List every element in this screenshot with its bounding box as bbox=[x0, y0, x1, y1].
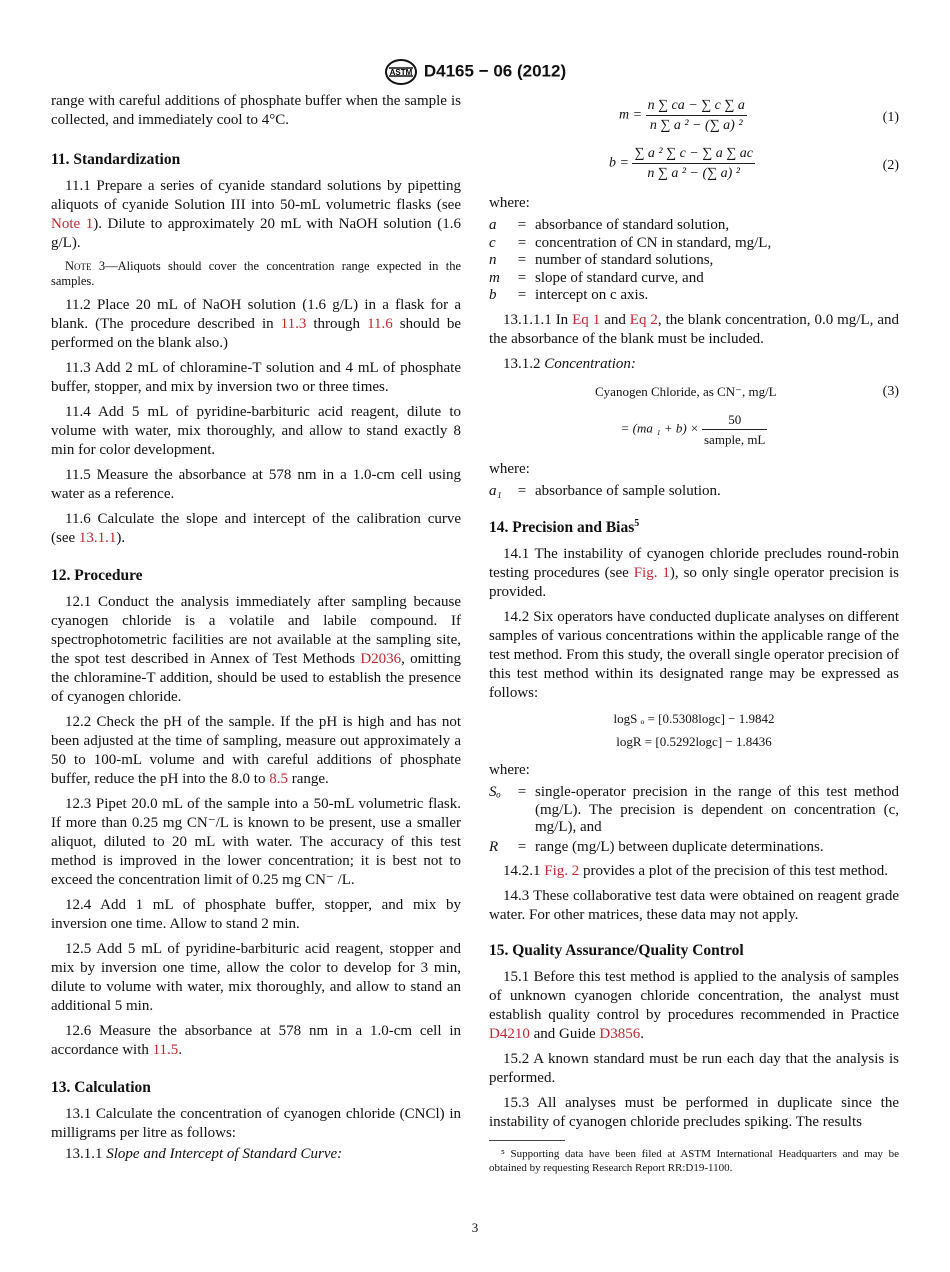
definition-row: c = concentration of CN in standard, mg/L, bbox=[489, 234, 772, 251]
paragraph-11-3: 11.3 Add 2 mL of chloramine-T solution and 4 mL of phosphate buffer, stopper, and mix by inversion two or three times. bbox=[51, 360, 461, 395]
paragraph-14-2: 14.2 Six operators have conducted duplicate analyses on different samples of various concentrations within the applicable range of the test method. From this study, the overall single operator precision of this test method within its designated range may be expressed as follows: bbox=[489, 609, 899, 702]
definition-row: Sₒ = single-operator precision in the range of this test method (mg/L). The precision is dependent on concentration (c, mg/L), and bbox=[489, 784, 899, 836]
paragraph-12-2: 12.2 Check the pH of the sample. If the pH is high and has not been adjusted at the time of sampling, measure out approximately a 50 to 100-mL volume and with careful additions of phosphate buffer, reduce the pH into the 8.0 to 8.5 range. bbox=[51, 714, 461, 787]
equation-2: b = $\frac{\text{∑ a ² ∑ c − ∑ a ∑ ac}}{\text{n ∑ a ² − (∑ a) ²}}$ (2) bbox=[609, 146, 899, 181]
link-eq-1[interactable]: Eq 1 bbox=[572, 311, 601, 328]
definition-row: m = slope of standard curve, and bbox=[489, 269, 704, 286]
paragraph-11-1: 11.1 Prepare a series of cyanide standard solutions by pipetting aliquots of cyanide Solution III into 50-mL volumetric flasks (see Note 1). Dilute to approximately 20 mL with NaOH solution (1.6 g/L). bbox=[51, 178, 461, 251]
document-title: D4165 − 06 (2012) bbox=[423, 61, 567, 81]
left-column bbox=[51, 92, 461, 1170]
link-d3856[interactable]: D3856 bbox=[599, 1026, 641, 1043]
paragraph-14-2-1: 14.2.1 Fig. 2 provides a plot of the precision of this test method. bbox=[503, 863, 888, 880]
paragraph-12-5: 12.5 Add 5 mL of pyridine-barbituric acid reagent, stopper and mix by inversion one time, allow the color to develop for 3 min, dilute to volume with water, mix thoroughly, and allow to stand an additional 5 min. bbox=[51, 941, 461, 1014]
link-13-1-1[interactable]: 13.1.1 bbox=[78, 530, 117, 546]
link-11-5[interactable]: 11.5 bbox=[152, 1042, 179, 1058]
right-column bbox=[489, 92, 899, 1181]
paragraph-15-2: 15.2 A known standard must be run each day that the analysis is performed. bbox=[489, 1051, 899, 1087]
link-11-6[interactable]: 11.6 bbox=[367, 316, 393, 332]
definition-row: n = number of standard solutions, bbox=[489, 252, 714, 268]
section-11-heading: 11. Standardization bbox=[51, 151, 181, 168]
note-3: Note 3—Aliquots should cover the concentration range expected in the samples. bbox=[51, 259, 461, 288]
where-label-2: where: bbox=[489, 460, 530, 477]
equation-so: logS ₒ = [0.5308logc] − 1.9842 bbox=[613, 711, 775, 727]
link-eq-2[interactable]: Eq 2 bbox=[629, 311, 658, 328]
link-11-3[interactable]: 11.3 bbox=[280, 316, 307, 332]
eq2-denominator: n ∑ a ² − (∑ a) ² bbox=[647, 166, 741, 181]
note-1-link[interactable]: Note 1 bbox=[51, 216, 94, 232]
footnote-5: ⁵ Supporting data have been filed at ASTM International Headquarters and may be obtained by requesting Research Report RR:D19-1100. bbox=[489, 1148, 899, 1175]
where-label-3: where: bbox=[489, 762, 530, 779]
paragraph-12-3: 12.3 Pipet 20.0 mL of the sample into a 50-mL volumetric flask. If more than 0.25 mg CN⁻/L is known to be present, use a smaller aliquot, diluted to 20 mL with water. The accuracy of this test method is improved in the lower concentration; it is best not to exceed the concentration limit of 0.25 mg CN⁻ /L. bbox=[51, 796, 461, 888]
link-d2036[interactable]: D2036 bbox=[360, 651, 402, 667]
paragraph-11-6: 11.6 Calculate the slope and intercept of the calibration curve (see 13.1.1). bbox=[51, 511, 461, 546]
paragraph-13-1-1-1: 13.1.1.1 In Eq 1 and Eq 2, the blank concentration, 0.0 mg/L, and the absorbance of the blank must be included. bbox=[489, 311, 899, 347]
paragraph-13-1-1: 13.1.1 Slope and Intercept of Standard Curve: bbox=[65, 1146, 343, 1162]
paragraph-15-1: 15.1 Before this test method is applied to the analysis of samples of unknown cyanogen chloride concentration, the analyst must establish quality control by procedures recommended in Practice D4210 and Guide D3856. bbox=[489, 969, 899, 1043]
eq1-denominator: n ∑ a ² − (∑ a) ² bbox=[649, 118, 743, 133]
link-8-5[interactable]: 8.5 bbox=[269, 771, 288, 787]
eq3-number: (3) bbox=[882, 383, 899, 399]
paragraph-11-5: 11.5 Measure the absorbance at 578 nm in a 1.0-cm cell using water as a reference. bbox=[51, 467, 461, 502]
paragraph-11-2: 11.2 Place 20 mL of NaOH solution (1.6 g/L) in a flask for a blank. (The procedure described in 11.3 through 11.6 should be performed on the blank also.) bbox=[51, 297, 461, 351]
section-12-heading: 12. Procedure bbox=[51, 567, 143, 584]
definition-row: a = absorbance of standard solution, bbox=[489, 217, 730, 233]
section-15-heading: 15. Quality Assurance/Quality Control bbox=[489, 942, 744, 960]
paragraph-14-3: 14.3 These collaborative test data were obtained on reagent grade water. For other matrices, these data may not apply. bbox=[489, 888, 899, 924]
definition-row: a₁ = absorbance of sample solution. bbox=[489, 482, 721, 499]
intro-paragraph: range with careful additions of phosphate buffer when the sample is collected, and immediately cool to 4°C. bbox=[51, 93, 461, 128]
eq2-numerator: ∑ a ² ∑ c − ∑ a ∑ ac bbox=[632, 144, 755, 164]
astm-logo-icon bbox=[384, 58, 418, 86]
svg-text:ASTM: ASTM bbox=[389, 68, 413, 77]
link-d4210[interactable]: D4210 bbox=[489, 1026, 530, 1043]
equation-r: logR = [0.5292logc] − 1.8436 bbox=[616, 734, 772, 750]
page-header bbox=[0, 58, 950, 86]
equation-3: = (ma ₁ + b) × $\frac{50}{\text{sample, mL}}$ bbox=[620, 411, 766, 447]
paragraph-11-4: 11.4 Add 5 mL of pyridine-barbituric acid reagent, dilute to volume with water, mix thoroughly, and allow to stand exactly 8 min for color development. bbox=[51, 404, 461, 458]
section-13-heading: 13. Calculation bbox=[51, 1079, 151, 1096]
link-fig-1[interactable]: Fig. 1 bbox=[633, 565, 670, 582]
paragraph-12-1: 12.1 Conduct the analysis immediately after sampling because cyanogen chloride is a volatile and labile compound. If spectrophotometric facilities are not available at the sampling site, the spot test described in Annex of Test Methods D2036, omitting the chloramine-T addition, should be used to establish the presence of cyanogen chloride. bbox=[51, 594, 462, 705]
eq1-numerator: n ∑ ca − ∑ c ∑ a bbox=[646, 96, 747, 116]
paragraph-13-1: 13.1 Calculate the concentration of cyanogen chloride (CNCl) in milligrams per litre as follows: bbox=[51, 1106, 461, 1141]
paragraph-12-6: 12.6 Measure the absorbance at 578 nm in a 1.0-cm cell in accordance with 11.5. bbox=[51, 1023, 461, 1058]
eq2-number: (2) bbox=[882, 158, 899, 173]
paragraph-13-1-2: 13.1.2 Concentration: bbox=[503, 355, 636, 372]
definitions-list-1 bbox=[489, 217, 899, 305]
paragraph-15-3: 15.3 All analyses must be performed in duplicate since the instability of cyanogen chloride precludes spiking. The results bbox=[489, 1095, 899, 1131]
paragraph-12-4: 12.4 Add 1 mL of phosphate buffer, stopper, and mix by inversion one time. Allow to stand 2 min. bbox=[51, 897, 461, 932]
equation-1: m = $\frac{n \sum ca - \sum c \sum a}{\text{n ∑ a ² − (∑ a) ²}}$ (1) bbox=[619, 98, 899, 133]
equation-3-label: Cyanogen Chloride, as CN⁻, mg/L (3) bbox=[595, 383, 899, 399]
section-14-heading: 14. Precision and Bias$^5$ bbox=[489, 518, 640, 537]
footnote-divider bbox=[489, 1140, 565, 1141]
eq1-number: (1) bbox=[882, 110, 899, 125]
link-fig-2[interactable]: Fig. 2 bbox=[544, 863, 580, 880]
definition-row: b = intercept on c axis. bbox=[489, 287, 649, 303]
page-number: 3 bbox=[471, 1220, 479, 1235]
definition-row: R = range (mg/L) between duplicate determinations. bbox=[489, 838, 824, 855]
paragraph-14-1: 14.1 The instability of cyanogen chloride precludes round-robin testing procedures (see Fig. 1), so only single operator precision is provided. bbox=[489, 546, 899, 601]
where-label-1: where: bbox=[489, 195, 530, 211]
